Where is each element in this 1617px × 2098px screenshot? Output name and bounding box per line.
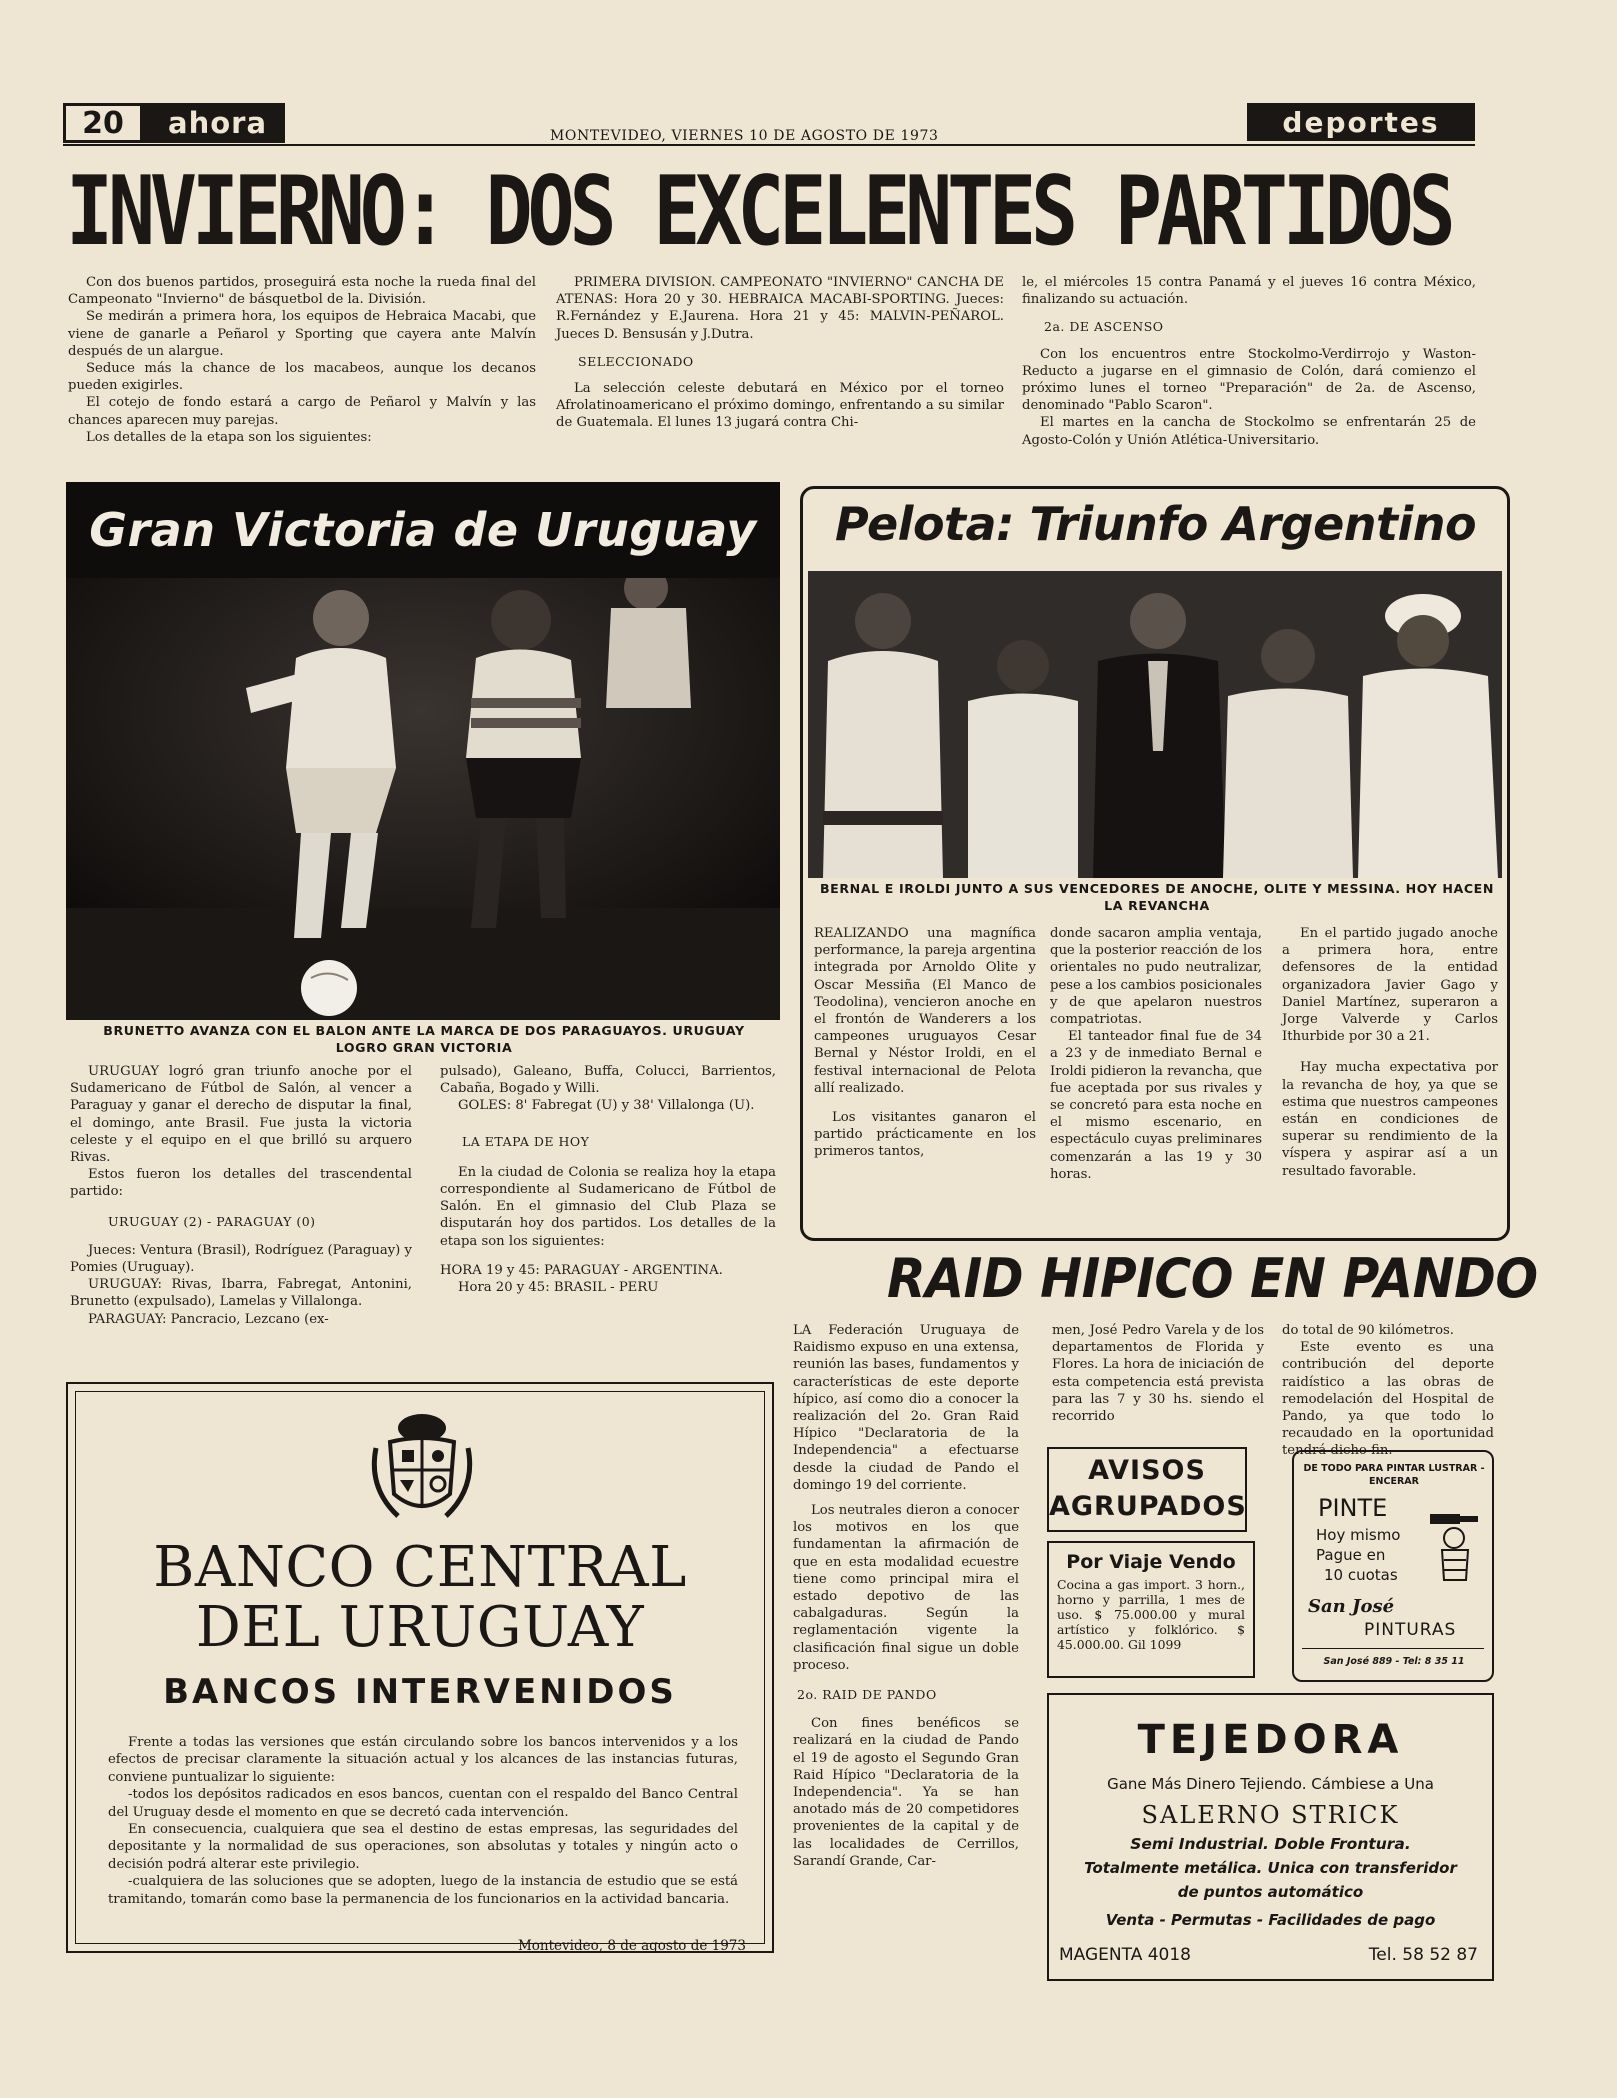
pelota-col2	[1050, 925, 1262, 1183]
paragraph: Los visitantes ganaron el partido prácticamente en los primeros tantos,	[814, 1110, 1036, 1160]
paragraph: En la ciudad de Colonia se realiza hoy la etapa correspondiente al Sudamericano de Fútbol de Salón. En el gimnasio del Club Plaza se disputarán hoy dos partidos. Los detalles de la etapa son los siguientes:	[440, 1164, 776, 1249]
paragraph: donde sacaron amplia ventaja, que la posterior reacción de los orientales no pudo neutralizar, pese a los cambios posicionales y de que apelaron nuestros compatriotas.	[1050, 926, 1262, 1028]
pelota-caption: BERNAL E IROLDI JUNTO A SUS VENCEDORES DE ANOCHE, OLITE Y MESSINA. HOY HACEN LA REVANCHA	[819, 881, 1495, 913]
tejedora-line3: de puntos automático	[1177, 1883, 1364, 1901]
paragraph: HORA 19 y 45: PARAGUAY - ARGENTINA.	[440, 1262, 723, 1278]
paragraph: -todos los depósitos radicados en esos bancos, cuentan con el respaldo del Banco Central del Uruguay desde el momento en que se decretó cada intervención.	[108, 1787, 738, 1820]
classified-title: Por Viaje Vendo	[1066, 1551, 1236, 1573]
paragraph: Se medirán a primera hora, los equipos de Hebraica Macabi, que viene de ganarle a Peñarol y Sporting que cayera ante Malvín después de un alargue.	[68, 309, 536, 359]
paragraph: La selección celeste debutará en México por el torneo Afrolatinoamericano el próximo domingo, enfrentando a su similar de Guatemala. El lunes 13 jugará contra Chi-	[556, 381, 1004, 431]
paragraph: Seduce más la chance de los macabeos, aunque los decanos pueden exigirles.	[68, 361, 536, 394]
paragraph: Los neutrales dieron a conocer los motivos en los que fundamentan la afirmación de que en esta modalidad ecuestre tiene como principal mira el estado depotivo de las cabalgaduras. Según la reglamentación vigente la clasificación final sigue un doble proceso.	[793, 1503, 1019, 1673]
raid-col1	[793, 1322, 1019, 1870]
paragraph: REALIZANDO una magnífica performance, la pareja argentina integrada por Arnoldo Olite y Oscar Messiña (El Manco de Teodolina), vencieron anoche en el frontón de Wanderers a los campeones uruguayos Cesar Bernal y Néstor Iroldi, en el festival internacional de Pelota allí realizado.	[814, 926, 1036, 1096]
paragraph: Frente a todas las versiones que están circulando sobre los bancos intervenidos y a los efectos de precisar claramente la situación actual y los alcances de las instancias futuras, conviene puntualizar lo siguiente:	[108, 1735, 738, 1785]
tejedora-contact-right: Tel. 58 52 87	[1368, 1945, 1478, 1965]
uruguay-col2	[440, 1063, 776, 1296]
pelota-col1	[814, 925, 1036, 1161]
tejedora-line2: Totalmente metálica. Unica con transferidor	[1084, 1859, 1457, 1877]
coat-of-arms-icon	[368, 1408, 476, 1526]
pinte-brand: PINTE	[1318, 1494, 1388, 1522]
banco-date: Montevideo, 8 de agosto de 1973	[517, 1938, 746, 1954]
paragraph: Hay mucha expectativa por la revancha de hoy, ya que se estima que nuestros campeones están en condiciones de superar su rendimiento de la víspera y aspirar así a un resultado favorable.	[1282, 1060, 1498, 1179]
tejedora-line1: Semi Industrial. Doble Frontura.	[1130, 1835, 1411, 1853]
subheading: 2a. DE ASCENSO	[1044, 319, 1164, 335]
paragraph: Estos fueron los detalles del trascendental partido:	[70, 1167, 412, 1200]
paragraph: pulsado), Galeano, Buffa, Colucci, Barrientos, Cabaña, Bogado y Willi.	[440, 1064, 776, 1097]
main-headline: INVIERNO: DOS EXCELENTES PARTIDOS	[66, 156, 1451, 268]
pinte-ad	[1292, 1450, 1494, 1682]
uruguay-caption: BRUNETTO AVANZA CON EL BALON ANTE LA MARCA DE DOS PARAGUAYOS. URUGUAY LOGRO GRAN VICTORIA	[103, 1023, 745, 1055]
pelota-col3	[1282, 925, 1498, 1180]
paragraph: Con fines benéficos se realizará en la ciudad de Pando el 19 de agosto el Segundo Gran Raid Hípico "Declaratoria de la Independencia". Ya se han anotado más de 20 competidores provenientes de la capital y de las localidades de Cerrillos, Sarandí Grande, Car-	[793, 1716, 1019, 1869]
paragraph: PARAGUAY: Pancracio, Lezcano (ex-	[88, 1311, 329, 1327]
banco-central-ad	[66, 1382, 774, 1953]
uruguay-col1	[70, 1063, 412, 1328]
uruguay-banner: Gran Victoria de Uruguay	[66, 482, 780, 578]
invierno-col3	[1022, 274, 1476, 449]
tejedora-ad	[1047, 1693, 1494, 1981]
banco-title-line2: DEL URUGUAY	[195, 1595, 645, 1660]
avisos-line2: AGRUPADOS	[1049, 1491, 1247, 1522]
raid-title: RAID HIPICO EN PANDO	[887, 1247, 1538, 1310]
paragraph: En consecuencia, cualquiera que sea el destino de estas empresas, las seguridades del depositante y la normalidad de sus operaciones, son absolutas y totales y ningún acto o decisión podrá alterar este privilegio.	[108, 1822, 738, 1872]
avisos-agrupados-box	[1047, 1447, 1247, 1532]
banco-subtitle: BANCOS INTERVENIDOS	[163, 1672, 677, 1712]
paragraph: men, José Pedro Varela y de los departamentos de Florida y Flores. La hora de iniciación de esta competencia está prevista para las 7 y 30 hs. siendo el recorrido	[1052, 1323, 1264, 1425]
masthead-left	[63, 103, 285, 143]
paragraph: GOLES: 8' Fabregat (U) y 38' Villalonga (U).	[458, 1098, 755, 1114]
paragraph: Con los encuentros entre Stockolmo-Verdirrojo y Waston-Reducto a jugarse en el gimnasio de Colón, dará comienzo el próximo lunes el torneo "Preparación" de 2a. de Ascenso, denominado "Pablo Scaron".	[1022, 346, 1476, 414]
invierno-col1	[68, 274, 536, 446]
paragraph: LA Federación Uruguaya de Raidismo expuso en una extensa, reunión las bases, fundamentos y características de este deporte hípico, así como dio a conocer la realización del 2o. Gran Raid Hípico "Declaratoria de la Independencia" a efectuarse desde la ciudad de Pando el domingo 19 del corriente.	[793, 1323, 1019, 1493]
classified-text: Cocina a gas import. 3 horn., horno y parrilla, 1 mes de uso. $ 75.000.00 y mural artístico y folklórico. $ 45.000.00. Gil 1099	[1057, 1577, 1245, 1652]
fixture-text: PRIMERA DIVISION. CAMPEONATO "INVIERNO" CANCHA DE ATENAS: Hora 20 y 30. HEBRAICA MACABI-SPORTING. Jueces: R.Fernández y E.Jaurena. Hora 21 y 45: MALVIN-PEÑAROL. Jueces D. Bensusán y J.Dutra.	[556, 275, 1004, 342]
tejedora-brand: SALERNO STRICK	[1141, 1801, 1400, 1829]
banco-body	[108, 1734, 738, 1908]
banco-title-line1: BANCO CENTRAL	[153, 1535, 687, 1600]
paragraph: -cualquiera de las soluciones que se adopten, luego de la instancia de estudio que se está tramitando, tomarán como base la permanencia de los funcionarios en la actividad bancaria.	[108, 1874, 738, 1907]
pinte-store2: PINTURAS	[1364, 1620, 1457, 1640]
paragraph: URUGUAY: Rivas, Ibarra, Fabregat, Antonini, Brunetto (expulsado), Lamelas y Villalonga.	[70, 1277, 412, 1310]
paragraph: Jueces: Ventura (Brasil), Rodríguez (Paraguay) y Pomies (Uruguay).	[70, 1242, 412, 1276]
pelota-photo	[808, 571, 1502, 878]
score-line: URUGUAY (2) - PARAGUAY (0)	[108, 1213, 316, 1229]
paragraph: El tanteador final fue de 34 a 23 y de inmediato Bernal e Iroldi pidieron la revancha, que fue aceptada por sus rivales y se concretó para esta noche en el mismo escenario, en espectáculo cuyas preliminares comenzarán a las 19 y 30 horas.	[1050, 1029, 1262, 1182]
raid-col3	[1282, 1322, 1494, 1460]
avisos-line1: AVISOS	[1088, 1455, 1206, 1486]
paragraph: En el partido jugado anoche a primera hora, entre defensores de la entidad organizadora Javier Gago y Daniel Martínez, superaron a Jorge Valverde y Carlos Ithurbide por 30 a 21.	[1282, 926, 1498, 1045]
section-label: deportes	[1247, 103, 1475, 141]
paragraph: Con dos buenos partidos, proseguirá esta noche la rueda final del Campeonato "Invierno" de básquetbol de la. División.	[68, 275, 536, 308]
tejedora-contact-left: MAGENTA 4018	[1059, 1945, 1191, 1965]
pinte-line2: Pague en	[1316, 1546, 1386, 1564]
pinte-address: San José 889 - Tel: 8 35 11	[1323, 1656, 1465, 1667]
dateline: MONTEVIDEO, VIERNES 10 DE AGOSTO DE 1973	[550, 128, 939, 144]
painter-icon	[1426, 1500, 1486, 1584]
subheading: LA ETAPA DE HOY	[462, 1133, 590, 1149]
pinte-line3: 10 cuotas	[1324, 1566, 1398, 1584]
tejedora-tagline: Gane Más Dinero Tejiendo. Cámbiese a Una	[1107, 1775, 1434, 1793]
pinte-store1: San José	[1308, 1596, 1395, 1617]
paragraph: Hora 20 y 45: BRASIL - PERU	[458, 1280, 659, 1296]
pinte-rule	[1302, 1648, 1484, 1649]
tejedora-line4: Venta - Permutas - Facilidades de pago	[1105, 1911, 1436, 1929]
raid-col2	[1052, 1322, 1264, 1425]
page-number: 20	[66, 106, 140, 140]
paragraph: El cotejo de fondo estará a cargo de Peñarol y Malvín y las chances aparecen muy parejas.	[68, 395, 536, 428]
publication-name: ahora	[168, 106, 268, 140]
paragraph: le, el miércoles 15 contra Panamá y el jueves 16 contra México, finalizando su actuación.	[1022, 275, 1476, 308]
masthead-rule	[63, 144, 1475, 146]
paragraph: Este evento es una contribución del deporte raidístico a las obras de remodelación del Hospital de Pando, ya que todo lo recaudado en la oportunidad tendrá dicho fin.	[1282, 1340, 1494, 1459]
subheading: 2o. RAID DE PANDO	[797, 1687, 937, 1703]
paragraph: do total de 90 kilómetros.	[1282, 1323, 1454, 1338]
paragraph: El martes en la cancha de Stockolmo se enfrentarán 25 de Agosto-Colón y Unión Atlética-Universitario.	[1022, 415, 1476, 448]
paragraph: URUGUAY logró gran triunfo anoche por el Sudamericano de Fútbol de Salón, al vencer a Paraguay y ganar el derecho de disputar la final, el domingo, ante Brasil. Fue justa la victoria celeste y el equipo en el que brilló su arquero Rivas.	[70, 1064, 412, 1166]
uruguay-photo	[66, 578, 780, 1020]
paragraph: Los detalles de la etapa son los siguientes:	[86, 429, 372, 445]
subheading: SELECCIONADO	[578, 353, 694, 369]
invierno-col2	[556, 274, 1004, 432]
pinte-top: DE TODO PARA PINTAR LUSTRAR - ENCERAR	[1303, 1463, 1485, 1487]
classified-ad	[1047, 1541, 1255, 1678]
tejedora-title: TEJEDORA	[1137, 1717, 1404, 1763]
pinte-line1: Hoy mismo	[1316, 1526, 1401, 1544]
pelota-title: Pelota: Triunfo Argentino	[835, 497, 1477, 551]
